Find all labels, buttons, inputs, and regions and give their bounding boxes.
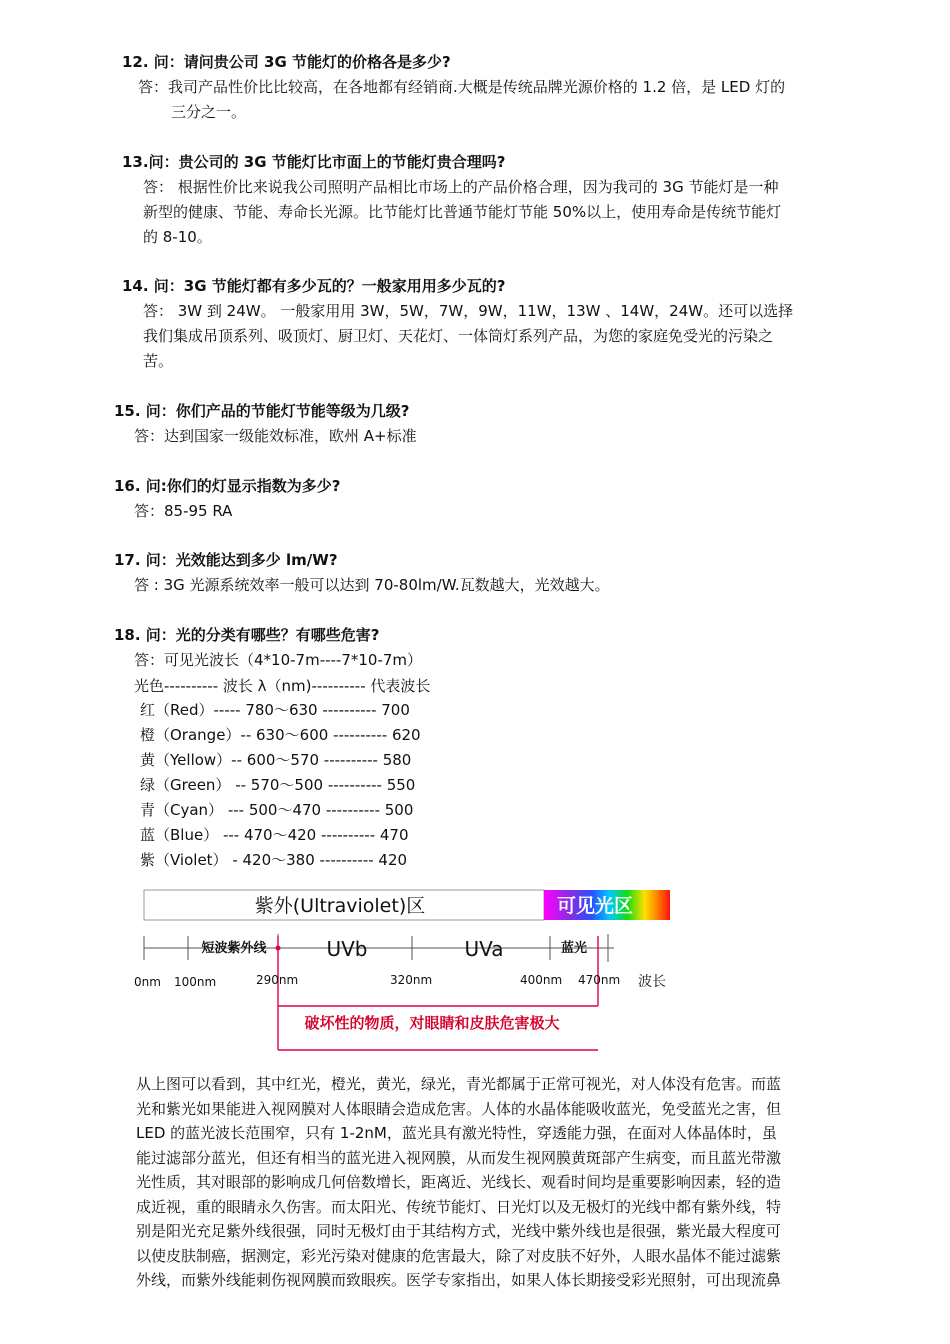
paragraph-line: 光和紫光如果能进入视网膜对人体眼睛会造成危害。人体的水晶体能吸收蓝光，免受蓝光之害，但 — [136, 1099, 782, 1118]
answer-line: 答：达到国家一级能效标准，欧州 A+标准 — [134, 427, 417, 445]
uv-region-label: 紫外(Ultraviolet)区 — [254, 895, 426, 917]
paragraph-line: 以使皮肤制癌，据测定，彩光污染对健康的危害最大，除了对皮肤不好外，人眼水晶体不能过滤紫 — [136, 1246, 782, 1265]
uv-spectrum-figure — [130, 882, 680, 1054]
answer-14 — [143, 299, 793, 374]
spectrum-row-orange: 橙（Orange）-- 630～600 ---------- 620 — [140, 726, 421, 744]
answer-line: 新型的健康、节能、寿命长光源。比节能灯比普通节能灯节能 50%以上，使用寿命是传统节能灯 — [143, 203, 782, 221]
paragraph-line: 成近视，重的眼睛永久伤害。而太阳光、传统节能灯、日光灯以及无极灯的光线中都有紫外线，特 — [136, 1197, 782, 1216]
answer-15 — [134, 424, 417, 449]
answer-13 — [143, 175, 781, 250]
spectrum-header: 光色---------- 波长 λ（nm)---------- 代表波长 — [134, 677, 431, 695]
answer-line: 答 : 3G 光源系统效率一般可以达到 70-80lm/W.瓦数越大，光效越大。 — [134, 576, 610, 594]
answer-line: 我们集成吊顶系列、吸顶灯、厨卫灯、天花灯、一体筒灯系列产品，为您的家庭免受光的污染之 — [143, 327, 774, 345]
spectrum-row-violet: 紫（Violet） - 420～380 ---------- 420 — [140, 851, 408, 869]
tick-label: 470nm — [578, 973, 621, 987]
spectrum-row-yellow: 黄（Yellow）-- 600～570 ---------- 580 — [140, 751, 412, 769]
answer-line: 三分之一。 — [171, 103, 247, 121]
paragraph-line: 能过滤部分蓝光，但还有相当的蓝光进入视网膜，从而发生视网膜黄斑部产生病变，而且蓝光带激 — [136, 1148, 782, 1167]
question-18: 18. 问：光的分类有哪些？有哪些危害? — [114, 626, 380, 644]
question-16: 16. 问:你们的灯显示指数为多少? — [114, 477, 341, 495]
segment-blue-light: 蓝光 — [560, 941, 588, 956]
spectrum-row-red: 红（Red）----- 780～630 ---------- 700 — [140, 701, 410, 719]
answer-line: 苦。 — [143, 352, 174, 370]
answer-line: 答： 3W 到 24W。 一般家用用 3W，5W，7W，9W，11W，13W 、14W，24W。还可以选择 — [143, 302, 794, 320]
tick-label: 290nm — [256, 973, 299, 987]
visible-region-label: 可见光区 — [556, 895, 634, 917]
spectrum-row-green: 绿（Green） -- 570～500 ---------- 550 — [140, 776, 416, 794]
answer-17 — [134, 573, 610, 598]
bracket-marker — [276, 946, 281, 951]
question-15: 15. 问：你们产品的节能灯节能等级为几级? — [114, 402, 410, 420]
answer-line: 的 8-10。 — [143, 228, 212, 246]
warning-text: 破坏性的物质，对眼睛和皮肤危害极大 — [304, 1014, 560, 1032]
tick-label: 320nm — [390, 973, 433, 987]
tick-label: 100nm — [174, 975, 217, 989]
answer-12 — [138, 75, 785, 125]
answer-line: 答：可见光波长（4*10-7m----7*10-7m） — [134, 651, 423, 669]
paragraph-line: 从上图可以看到，其中红光，橙光，黄光，绿光，青光都属于正常可视光，对人体没有危害。而蓝 — [136, 1075, 782, 1093]
spectrum-row-blue: 蓝（Blue） --- 470～420 ---------- 470 — [140, 826, 409, 844]
paragraph-line: LED 的蓝光波长范围窄，只有 1-2nM，蓝光具有激光特性，穿透能力强，在面对人体晶体时，虽 — [136, 1124, 777, 1142]
paragraph-line: 光性质，其对眼部的影响成几何倍数增长，距离近、光线长、观看时间均是重要影响因素，轻的造 — [136, 1173, 782, 1191]
segment-uvb: UVb — [326, 937, 368, 961]
question-12: 12. 问：请问贵公司 3G 节能灯的价格各是多少? — [122, 53, 451, 71]
answer-line: 答： 根据性价比来说我公司照明产品相比市场上的产品价格合理，因为我司的 3G 节能灯是一种 — [143, 178, 779, 196]
answer-line: 答：85-95 RA — [134, 502, 233, 520]
spectrum-row-cyan: 青（Cyan） --- 500～470 ---------- 500 — [140, 801, 414, 819]
explanation-paragraph — [136, 1072, 866, 1293]
question-17: 17. 问：光效能达到多少 lm/W? — [114, 551, 338, 569]
paragraph-line: 别是阳光充足紫外线很强，同时无极灯由于其结构方式，光线中紫外线也是很强，紫光最大程度可 — [136, 1222, 782, 1240]
paragraph-line: 外线，而紫外线能刺伤视网膜而致眼疾。医学专家指出，如果人体长期接受彩光照射，可出现流鼻 — [136, 1271, 782, 1289]
axis-label: 波长 — [638, 974, 666, 990]
answer-18 — [134, 648, 422, 673]
segment-uva: UVa — [464, 937, 504, 961]
question-14: 14. 问：3G 节能灯都有多少瓦的？一般家用用多少瓦的? — [122, 277, 506, 295]
tick-label: 0nm — [134, 975, 161, 989]
answer-line: 答：我司产品性价比比较高，在各地都有经销商.大概是传统品牌光源价格的 1.2 倍，是 LED 灯的 — [138, 78, 786, 96]
answer-16 — [134, 499, 232, 524]
tick-label: 400nm — [520, 973, 563, 987]
question-13: 13.问：贵公司的 3G 节能灯比市面上的节能灯贵合理吗? — [122, 153, 506, 171]
segment-short-uv: 短波紫外线 — [201, 941, 267, 956]
